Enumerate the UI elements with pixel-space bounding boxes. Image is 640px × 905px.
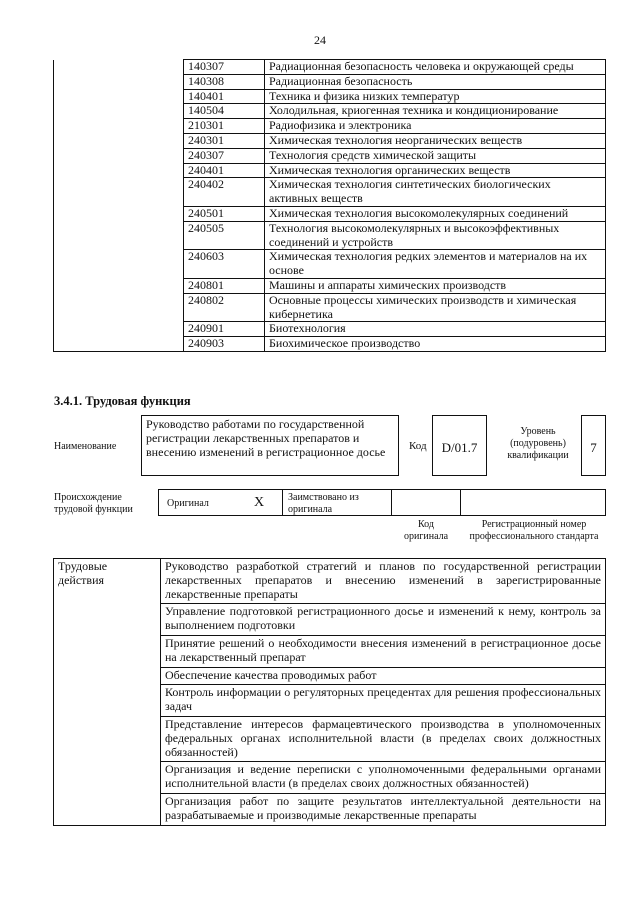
labor-action-text: Принятие решений о необходимости внесения изменений в регистрационное досье на лекарственный препарат <box>161 635 606 667</box>
specialty-name: Радиофизика и электроника <box>265 119 606 134</box>
original-mark: X <box>254 495 265 510</box>
page-number: 24 <box>314 33 326 47</box>
function-code-text: D/01.7 <box>441 440 478 455</box>
code-original-label: Код оригинала <box>403 519 449 542</box>
specialty-name: Радиационная безопасность человека и окружающей среды <box>265 60 606 75</box>
specialty-code: 240301 <box>184 133 265 148</box>
specialty-name: Химическая технология органических веществ <box>265 163 606 178</box>
name-label: Наименование <box>54 441 117 452</box>
codes-blank-cell <box>54 60 184 352</box>
origin-row <box>158 489 606 516</box>
specialty-name: Техника и физика низких температур <box>265 89 606 104</box>
specialty-code: 240307 <box>184 148 265 163</box>
labor-action-text: Организация и ведение переписки с уполномоченными федеральными органами исполнительной власти (в пределах своих должностных обязанностей) <box>161 762 606 794</box>
labor-actions-header: Трудовые действия <box>54 559 161 826</box>
code-label: Код <box>409 440 427 452</box>
labor-action-text: Обеспечение качества проводимых работ <box>161 667 606 685</box>
specialty-codes-table <box>53 59 606 352</box>
specialty-name: Радиационная безопасность <box>265 74 606 89</box>
level-text: 7 <box>590 440 597 455</box>
specialty-name: Машины и аппараты химических производств <box>265 278 606 293</box>
level-label: Уровень (подуровень) квалификации <box>507 426 569 461</box>
specialty-name: Технология средств химической защиты <box>265 148 606 163</box>
labor-action-text: Руководство разработкой стратегий и планов по государственной регистрации лекарственных препаратов и внесению изменений в зарегистрированные лекарственные препараты <box>161 559 606 604</box>
reg-number-label: Регистрационный номер профессионального стандарта <box>469 519 599 542</box>
section-title: 3.4.1. Трудовая функция <box>54 394 191 408</box>
specialty-code: 240903 <box>184 337 265 352</box>
specialty-code: 210301 <box>184 119 265 134</box>
specialty-code: 140401 <box>184 89 265 104</box>
specialty-code: 140307 <box>184 60 265 75</box>
borrowed-label: Заимствовано из оригинала <box>288 492 359 515</box>
specialty-code: 240402 <box>184 178 265 207</box>
labor-action-text: Контроль информации о регуляторных прецедентах для решения профессиональных задач <box>161 685 606 717</box>
specialty-name: Биохимическое производство <box>265 337 606 352</box>
specialty-code: 240603 <box>184 250 265 279</box>
specialty-code: 240802 <box>184 293 265 322</box>
labor-action-text: Организация работ по защите результатов интеллектуальной деятельности на разрабатываемые и производимые лекарственные препараты <box>161 793 606 825</box>
specialty-name: Химическая технология синтетических биологических активных веществ <box>265 178 606 207</box>
specialty-code: 240901 <box>184 322 265 337</box>
specialty-name: Химическая технология редких элементов и материалов на их основе <box>265 250 606 279</box>
specialty-name: Основные процессы химических производств и химическая кибернетика <box>265 293 606 322</box>
labor-action-text: Представление интересов фармацевтического производства в уполномоченных федеральных органах исполнительной власти (в пределах своих должностных обязанностей) <box>161 716 606 761</box>
origin-label: Происхождение трудовой функции <box>54 492 133 515</box>
specialty-name: Холодильная, криогенная техника и кондиционирование <box>265 104 606 119</box>
specialty-code: 140308 <box>184 74 265 89</box>
labor-action-text: Управление подготовкой регистрационного досье и изменений к нему, контроль за выполнением подготовки <box>161 604 606 636</box>
function-name-text: Руководство работами по государственной регистрации лекарственных препаратов и внесению изменений в регистрационное досье <box>146 417 386 459</box>
labor-action-row <box>54 559 606 604</box>
specialty-name: Химическая технология неорганических веществ <box>265 133 606 148</box>
function-code-value <box>432 415 487 476</box>
specialty-code: 140504 <box>184 104 265 119</box>
labor-actions-table <box>53 558 606 826</box>
specialty-code: 240801 <box>184 278 265 293</box>
original-label: Оригинал <box>167 498 209 509</box>
specialty-code: 240401 <box>184 163 265 178</box>
specialty-name: Биотехнология <box>265 322 606 337</box>
codes-table-row <box>54 60 606 75</box>
specialty-name: Химическая технология высокомолекулярных соединений <box>265 206 606 221</box>
specialty-code: 240501 <box>184 206 265 221</box>
specialty-code: 240505 <box>184 221 265 250</box>
function-name-value <box>141 415 399 476</box>
specialty-name: Технология высокомолекулярных и высокоэффективных соединений и устройств <box>265 221 606 250</box>
level-value <box>581 415 606 476</box>
